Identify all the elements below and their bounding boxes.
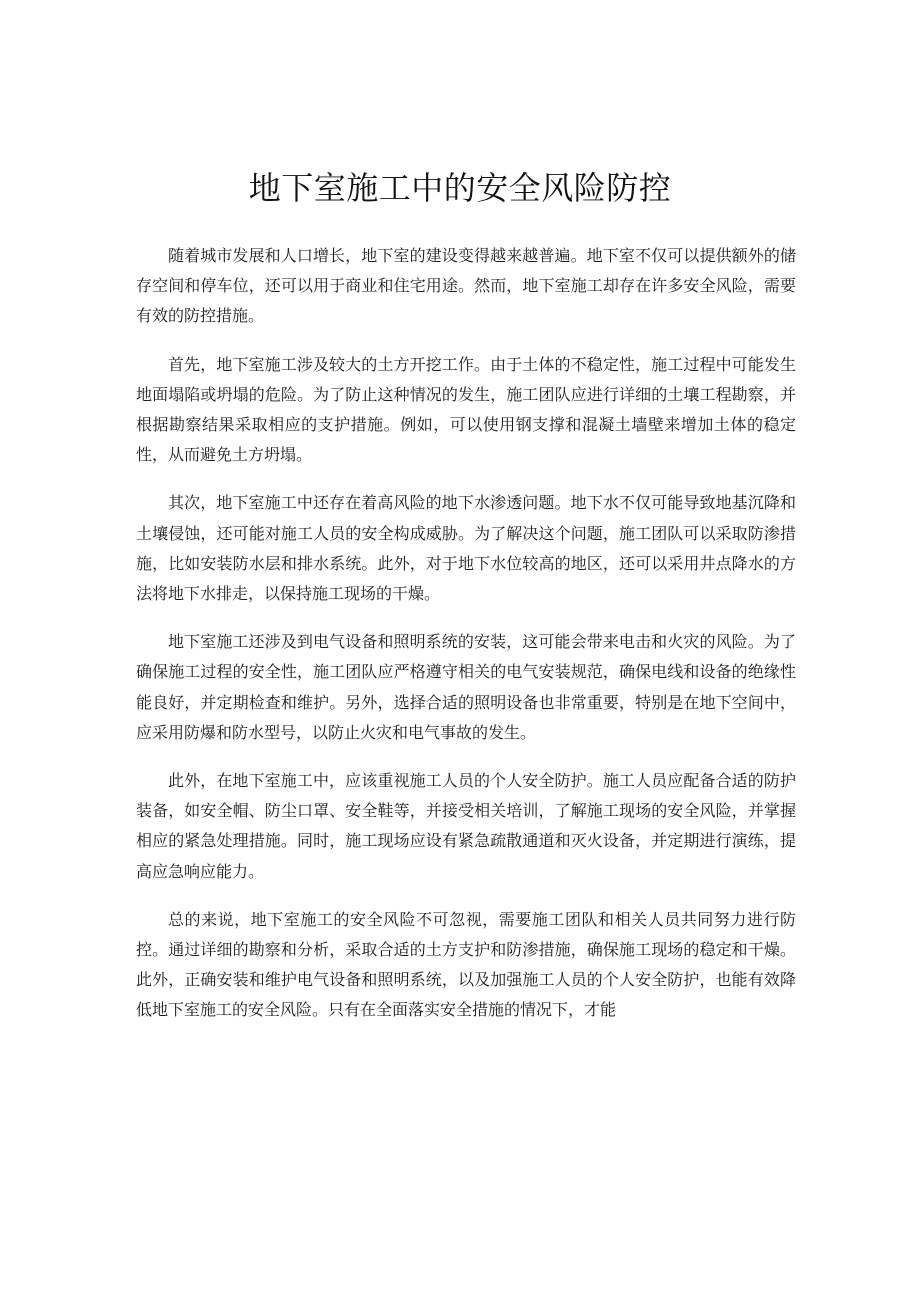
- paragraph-excavation: 首先，地下室施工涉及较大的土方开挖工作。由于土体的不稳定性，施工过程中可能发生地面塌陷或坍塌的危险。为了防止这种情况的发生，施工团队应进行详细的土壤工程勘察，并根据勘察结果采取相应的支护措施。例如，可以使用钢支撑和混凝土墙壁来增加土体的稳定性，从而避免土方坍塌。: [136, 354, 796, 465]
- paragraph-personal-protection: 此外，在地下室施工中，应该重视施工人员的个人安全防护。施工人员应配备合适的防护装备，如安全帽、防尘口罩、安全鞋等，并接受相关培训，了解施工现场的安全风险，并掌握相应的紧急处理措施。同时，施工现场应设有紧急疏散通道和灭火设备，并定期进行演练，提高应急响应能力。: [136, 771, 796, 881]
- paragraph-intro: 随着城市发展和人口增长，地下室的建设变得越来越普遍。地下室不仅可以提供额外的储存空间和停车位，还可以用于商业和住宅用途。然而，地下室施工却存在许多安全风险，需要有效的防控措施。: [136, 246, 796, 326]
- paragraph-groundwater: 其次，地下室施工中还存在着高风险的地下水渗透问题。地下水不仅可能导致地基沉降和土壤侵蚀，还可能对施工人员的安全构成威胁。为了解决这个问题，施工团队可以采取防渗措施，比如安装防水层和排水系统。此外，对于地下水位较高的地区，还可以采用井点降水的方法将地下水排走，以保持施工现场的干燥。: [136, 493, 796, 604]
- document-title: 地下室施工中的安全风险防控: [248, 169, 672, 207]
- paragraph-conclusion: 总的来说，地下室施工的安全风险不可忽视，需要施工团队和相关人员共同努力进行防控。通过详细的勘察和分析，采取合适的土方支护和防渗措施，确保施工现场的稳定和干燥。此外，正确安装和维护电气设备和照明系统，以及加强施工人员的个人安全防护，也能有效降低地下室施工的安全风险。只有在全面落实安全措施的情况下，才能: [136, 909, 796, 1020]
- document-body: [136, 241, 796, 1044]
- paragraph-electrical: 地下室施工还涉及到电气设备和照明系统的安装，这可能会带来电击和火灾的风险。为了确保施工过程的安全性，施工团队应严格遵守相关的电气安装规范，确保电线和设备的绝缘性能良好，并定期检查和维护。另外，选择合适的照明设备也非常重要，特别是在地下空间中，应采用防爆和防水型号，以防止火灾和电气事故的发生。: [136, 632, 796, 742]
